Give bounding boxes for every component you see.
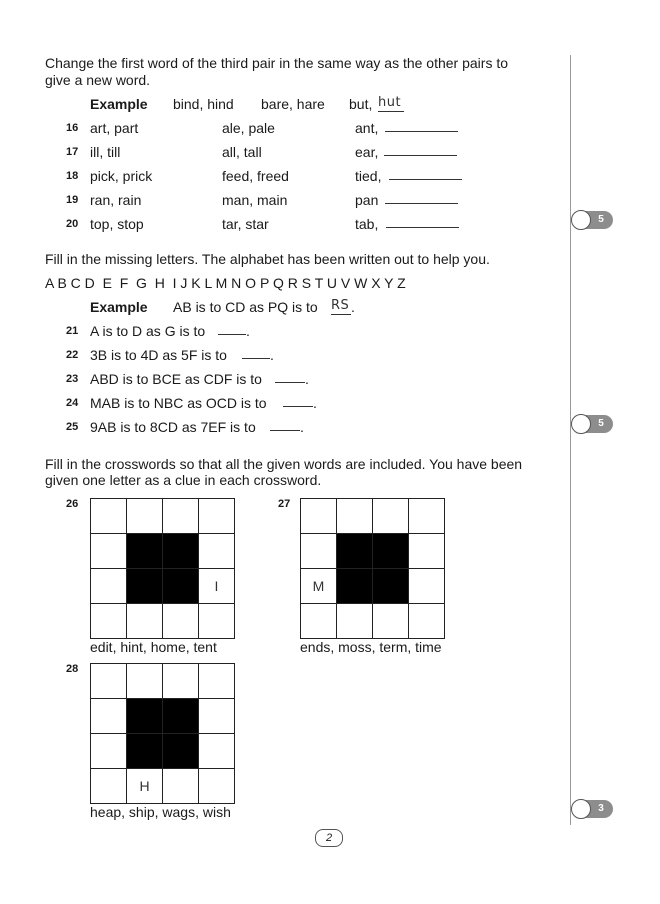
page-number: 2 [315, 829, 343, 847]
crossword-cell[interactable] [127, 604, 163, 639]
margin-rule [570, 55, 571, 825]
question-text: ABD is to BCE as CDF is to [90, 371, 262, 387]
question-number: 19 [66, 194, 79, 206]
crossword-cell[interactable] [91, 499, 127, 534]
crossword-black-cell [127, 534, 163, 569]
crossword-cell[interactable] [409, 569, 445, 604]
crossword-word-list: edit, hint, home, tent [90, 639, 217, 655]
example-label: Example [90, 299, 148, 315]
crossword-cell[interactable] [91, 769, 127, 804]
crossword-cell[interactable] [127, 664, 163, 699]
question-text: 9AB is to 8CD as 7EF is to [90, 419, 256, 435]
word-pair-3: tied, [355, 168, 382, 184]
crossword-cell[interactable] [337, 499, 373, 534]
answer-blank[interactable] [385, 119, 458, 132]
example-text: AB is to CD as PQ is to [173, 299, 318, 315]
section1-instruction-line1: Change the first word of the third pair in the same way as the other pairs to [45, 55, 509, 71]
crossword-cell[interactable] [199, 664, 235, 699]
crossword-black-cell [337, 534, 373, 569]
crossword-cell[interactable] [163, 769, 199, 804]
crossword-cell[interactable] [373, 499, 409, 534]
question-number: 16 [66, 122, 79, 134]
question-period: . [246, 323, 250, 339]
word-pair-2: all, tall [222, 144, 262, 160]
word-pair-3: tab, [355, 216, 379, 232]
answer-blank[interactable] [384, 143, 457, 156]
crossword-cell[interactable] [91, 569, 127, 604]
word-pair-1: ran, rain [90, 192, 142, 208]
crossword-grid-26 [90, 498, 235, 639]
example-answer: RS [331, 298, 350, 313]
question-period: . [305, 371, 309, 387]
crossword-cell[interactable] [199, 499, 235, 534]
example-label: Example [90, 96, 148, 112]
question-number: 23 [66, 373, 79, 385]
word-pair-3: ant, [355, 120, 379, 136]
crossword-cell[interactable] [337, 604, 373, 639]
crossword-black-cell [163, 734, 199, 769]
crossword-cell[interactable] [163, 604, 199, 639]
crossword-word-list: ends, moss, term, time [300, 639, 442, 655]
crossword-number: 28 [66, 663, 79, 675]
crossword-black-cell [337, 569, 373, 604]
crossword-cell[interactable] [91, 699, 127, 734]
score-box[interactable] [571, 799, 591, 819]
example-pair3: but, [349, 96, 373, 112]
crossword-cell[interactable] [91, 604, 127, 639]
answer-blank[interactable] [218, 322, 246, 335]
crossword-cell[interactable] [91, 734, 127, 769]
crossword-cell[interactable] [199, 734, 235, 769]
answer-blank[interactable] [242, 346, 270, 359]
crossword-number: 27 [278, 498, 291, 510]
crossword-word-list: heap, ship, wags, wish [90, 804, 231, 820]
question-period: . [270, 347, 274, 363]
question-number: 17 [66, 146, 79, 158]
crossword-cell[interactable] [301, 534, 337, 569]
word-pair-2: ale, pale [222, 120, 275, 136]
crossword-cell[interactable] [409, 604, 445, 639]
example-pair2: bare, hare [261, 96, 325, 112]
crossword-cell[interactable] [163, 499, 199, 534]
answer-blank[interactable] [275, 370, 305, 383]
section2-instruction: Fill in the missing letters. The alphabet has been written out to help you. [45, 251, 490, 267]
question-number: 24 [66, 397, 79, 409]
crossword-black-cell [373, 569, 409, 604]
crossword-black-cell [373, 534, 409, 569]
score-marker-section3 [571, 799, 615, 819]
score-total: 5 [585, 211, 613, 229]
example-pair1: bind, hind [173, 96, 234, 112]
word-pair-1: art, part [90, 120, 139, 136]
crossword-cell[interactable] [301, 604, 337, 639]
crossword-black-cell [127, 569, 163, 604]
crossword-cell[interactable] [199, 604, 235, 639]
answer-blank[interactable] [386, 215, 459, 228]
word-pair-1: top, stop [90, 216, 144, 232]
crossword-cell[interactable] [91, 664, 127, 699]
word-pair-2: man, main [222, 192, 288, 208]
question-period: . [300, 419, 304, 435]
answer-blank[interactable] [283, 394, 313, 407]
crossword-black-cell [163, 699, 199, 734]
crossword-cell[interactable] [409, 534, 445, 569]
answer-blank[interactable] [385, 191, 458, 204]
section3-instruction-line2: given one letter as a clue in each crossword. [45, 472, 322, 488]
crossword-black-cell [127, 734, 163, 769]
crossword-black-cell [163, 534, 199, 569]
question-text: A is to D as G is to [90, 323, 206, 339]
alphabet-strip: A B C D E F G H I J K L M N O P Q R S T U V W X Y Z [45, 275, 406, 291]
word-pair-2: tar, star [222, 216, 269, 232]
crossword-cell[interactable] [91, 534, 127, 569]
crossword-cell[interactable] [409, 499, 445, 534]
question-text: MAB is to NBC as OCD is to [90, 395, 267, 411]
crossword-grid-28 [90, 663, 235, 804]
word-pair-2: feed, freed [222, 168, 289, 184]
crossword-cell[interactable] [373, 604, 409, 639]
word-pair-3: ear, [355, 144, 379, 160]
crossword-cell[interactable] [301, 499, 337, 534]
crossword-cell[interactable] [199, 699, 235, 734]
word-pair-1: pick, prick [90, 168, 153, 184]
section3-instruction-line1: Fill in the crosswords so that all the given words are included. You have been [45, 456, 523, 472]
section1-instruction-line2: give a new word. [45, 72, 151, 88]
question-period: . [313, 395, 317, 411]
word-pair-1: ill, till [90, 144, 121, 160]
crossword-clue-cell: H [127, 769, 163, 804]
crossword-cell[interactable] [163, 664, 199, 699]
question-number: 21 [66, 325, 79, 337]
question-number: 20 [66, 218, 79, 230]
score-marker-section2 [571, 414, 615, 434]
question-number: 18 [66, 170, 79, 182]
score-box[interactable] [571, 210, 591, 230]
crossword-black-cell [127, 699, 163, 734]
crossword-clue-cell: I [199, 569, 235, 604]
score-box[interactable] [571, 414, 591, 434]
answer-blank[interactable] [270, 418, 300, 431]
score-marker-section1 [571, 210, 615, 230]
crossword-cell[interactable] [127, 499, 163, 534]
score-total: 3 [585, 800, 613, 818]
answer-blank[interactable] [389, 167, 462, 180]
example-end: . [351, 299, 355, 315]
example-answer: hut [378, 95, 404, 112]
crossword-clue-cell: M [301, 569, 337, 604]
crossword-black-cell [163, 569, 199, 604]
word-pair-3: pan [355, 192, 379, 208]
question-number: 22 [66, 349, 79, 361]
crossword-number: 26 [66, 498, 79, 510]
score-total: 5 [585, 415, 613, 433]
question-number: 25 [66, 421, 79, 433]
question-text: 3B is to 4D as 5F is to [90, 347, 227, 363]
crossword-cell[interactable] [199, 534, 235, 569]
crossword-cell[interactable] [199, 769, 235, 804]
crossword-grid-27 [300, 498, 445, 639]
